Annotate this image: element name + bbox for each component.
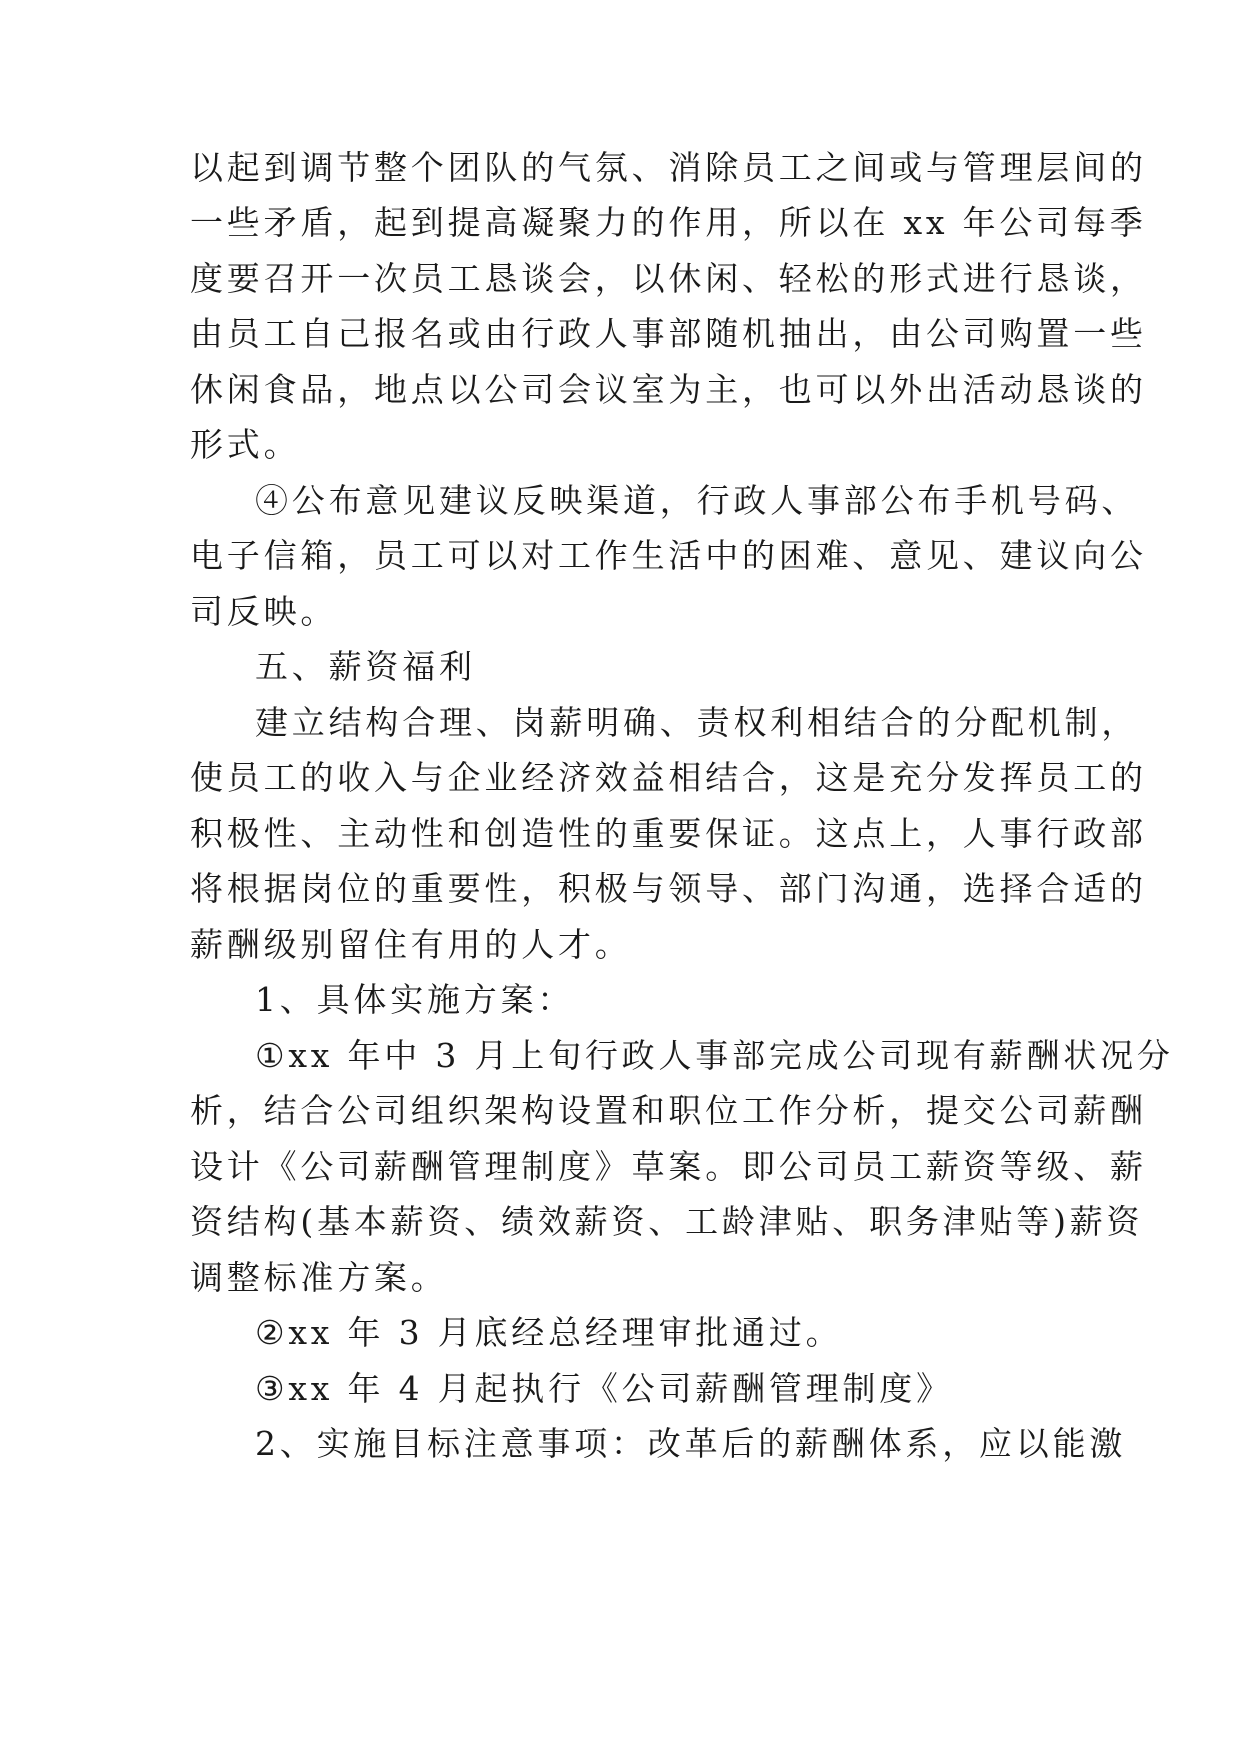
paragraph-line-14: 将根据岗位的重要性，积极与领导、部门沟通，选择合适的 [190, 869, 1147, 908]
paragraph-line-12: 使员工的收入与企业经济效益相结合，这是充分发挥员工的 [190, 758, 1147, 797]
paragraph-line-19: 设计《公司薪酬管理制度》草案。即公司员工薪资等级、薪 [190, 1147, 1147, 1186]
paragraph-line-3: 度要召开一次员工恳谈会，以休闲、轻松的形式进行恳谈， [190, 259, 1147, 298]
paragraph-line-18: 析，结合公司组织架构设置和职位工作分析，提交公司薪酬 [190, 1091, 1147, 1130]
paragraph-line-1: 以起到调节整个团队的气氛、消除员工之间或与管理层间的 [190, 148, 1147, 187]
subsection-heading-1: 1、具体实施方案： [255, 980, 575, 1019]
paragraph-line-11: 建立结构合理、岗薪明确、责权利相结合的分配机制， [255, 703, 1139, 742]
paragraph-line-17: ①xx 年中 3 月上旬行政人事部完成公司现有薪酬状况分 [255, 1036, 1174, 1075]
paragraph-line-7: ④公布意见建议反映渠道，行政人事部公布手机号码、 [255, 481, 1139, 520]
paragraph-line-6: 形式。 [190, 425, 301, 464]
paragraph-line-4: 由员工自己报名或由行政人事部随机抽出，由公司购置一些 [190, 314, 1147, 353]
paragraph-line-20: 资结构(基本薪资、绩效薪资、工龄津贴、职务津贴等)薪资 [190, 1202, 1144, 1241]
paragraph-line-5: 休闲食品，地点以公司会议室为主，也可以外出活动恳谈的 [190, 370, 1147, 409]
paragraph-line-22: ②xx 年 3 月底经总经理审批通过。 [255, 1313, 843, 1352]
paragraph-line-8: 电子信箱，员工可以对工作生活中的困难、意见、建议向公 [190, 536, 1147, 575]
paragraph-line-23: ③xx 年 4 月起执行《公司薪酬管理制度》 [255, 1369, 953, 1408]
paragraph-line-21: 调整标准方案。 [190, 1258, 448, 1297]
paragraph-line-9: 司反映。 [190, 592, 338, 631]
subsection-heading-2: 2、实施目标注意事项：改革后的薪酬体系，应以能激 [255, 1424, 1127, 1463]
section-heading: 五、薪资福利 [255, 647, 476, 686]
paragraph-line-15: 薪酬级别留住有用的人才。 [190, 925, 632, 964]
paragraph-line-13: 积极性、主动性和创造性的重要保证。这点上，人事行政部 [190, 814, 1147, 853]
paragraph-line-2: 一些矛盾，起到提高凝聚力的作用，所以在 xx 年公司每季 [190, 203, 1147, 242]
